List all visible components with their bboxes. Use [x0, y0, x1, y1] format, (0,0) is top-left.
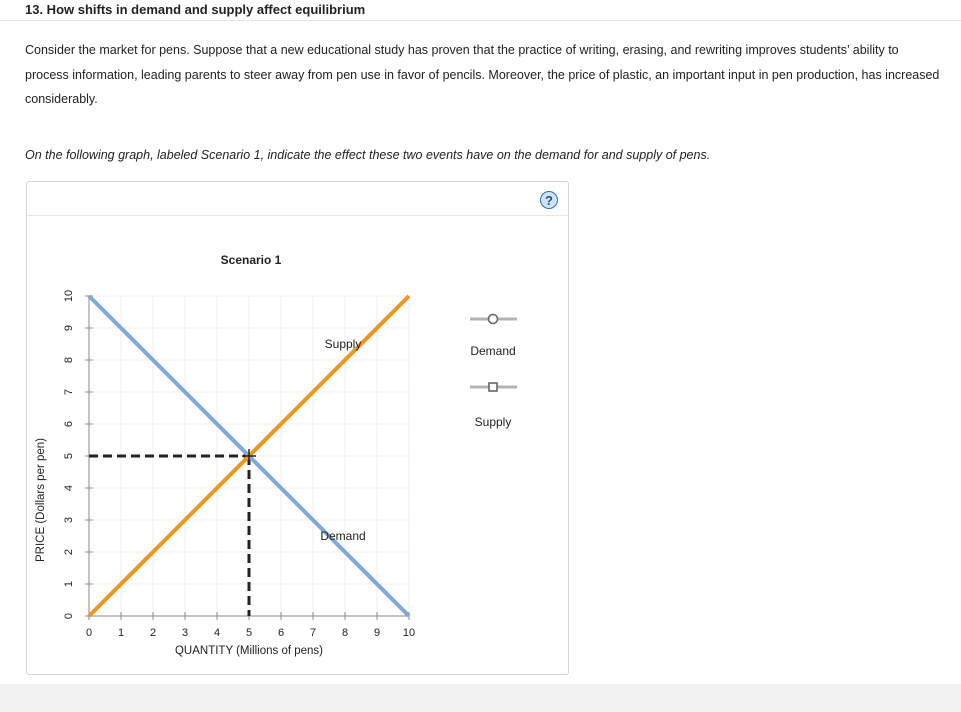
demand-curve-label: Demand: [320, 529, 366, 543]
palette-demand-label: Demand: [470, 344, 516, 358]
title-divider: [0, 20, 961, 21]
x-tick-label: 4: [213, 627, 221, 639]
y-tick-label: 1: [63, 580, 75, 588]
graph-panel: [26, 181, 569, 675]
palette-supply-handle-icon: [489, 383, 497, 391]
palette-supply-label: Supply: [474, 415, 512, 429]
y-axis-label: PRICE (Dollars per pen): [35, 438, 47, 562]
footer-bar: [0, 684, 961, 712]
x-tick-label: 0: [85, 627, 93, 639]
y-tick-label: 7: [63, 388, 75, 396]
palette-demand-tool[interactable]: [470, 315, 517, 359]
x-tick-label: 9: [373, 627, 381, 639]
y-tick-label: 6: [63, 420, 75, 428]
x-tick-label: 2: [149, 627, 157, 639]
x-tick-label: 8: [341, 627, 349, 639]
y-tick-label: 5: [63, 452, 75, 460]
y-tick-label: 3: [63, 516, 75, 524]
x-axis-label: QUANTITY (Millions of pens): [174, 645, 324, 657]
x-tick-label: 10: [402, 627, 416, 639]
x-tick-label: 6: [277, 627, 285, 639]
y-tick-label: 4: [63, 484, 75, 492]
question-prompt: Consider the market for pens. Suppose that a new educational study has proven that the practice of writing, erasing, and rewriting improves students’ ability to process information, leading parents to steer away from pen use in favor of pencils. Moreover, the price of plastic, an important input in pen production, has increased considerably.: [25, 43, 940, 106]
y-tick-label: 0: [63, 612, 75, 620]
x-tick-label: 5: [245, 627, 253, 639]
chart-title: Scenario 1: [220, 253, 282, 267]
y-tick-label: 9: [63, 324, 75, 332]
y-tick-label: 10: [63, 289, 75, 303]
palette-supply-tool[interactable]: [470, 383, 517, 429]
y-tick-label: 2: [63, 548, 75, 556]
help-button[interactable]: ?: [540, 191, 558, 209]
supply-curve-label: Supply: [324, 337, 362, 351]
x-tick-label: 1: [117, 627, 125, 639]
x-tick-label: 7: [309, 627, 317, 639]
y-tick-label: 8: [63, 356, 75, 364]
palette-demand-handle-icon: [489, 315, 498, 324]
question-instruction: On the following graph, labeled Scenario 1, indicate the effect these two events have on the demand for and supply of pens.: [25, 148, 711, 162]
scenario-graph[interactable]: [27, 182, 570, 676]
x-tick-label: 3: [181, 627, 189, 639]
question-title: 13. How shifts in demand and supply affect equilibrium: [25, 2, 366, 17]
